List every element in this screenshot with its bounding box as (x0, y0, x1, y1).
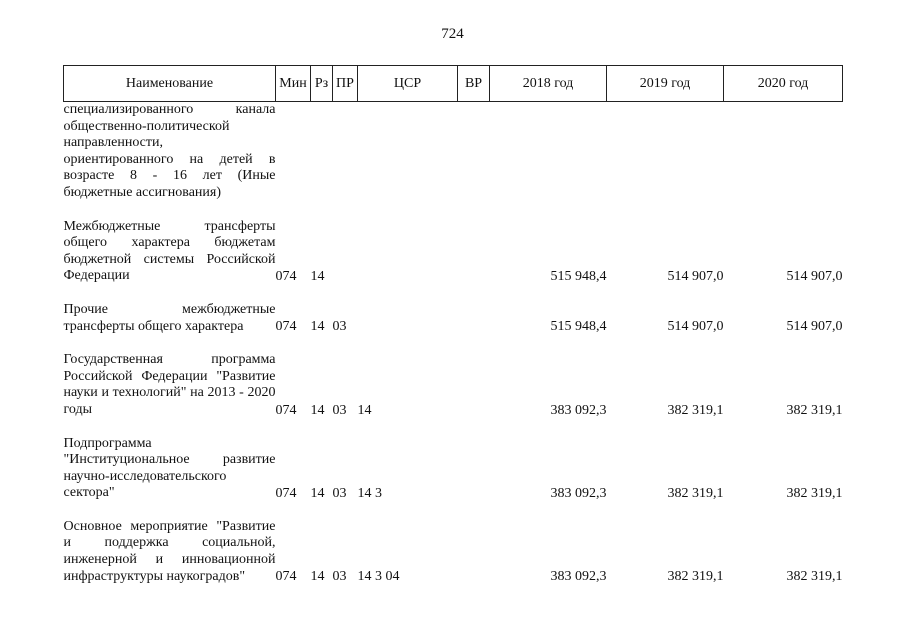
header-2018: 2018 год (490, 66, 607, 102)
row-2020: 382 319,1 (786, 569, 843, 585)
row-2018: 515 948,4 (550, 319, 607, 335)
row-2019: 382 319,1 (667, 569, 724, 585)
table-row (64, 202, 843, 285)
row-csr: 14 3 04 (357, 569, 400, 585)
table-row (64, 502, 843, 585)
header-pr: ПР (333, 66, 358, 102)
row-2018: 515 948,4 (550, 268, 607, 284)
header-min: Мин (276, 66, 311, 102)
row-vr (458, 202, 490, 285)
row-min: 074 (275, 319, 297, 335)
page-number: 724 (441, 26, 464, 42)
row-name: Основное мероприятие "Развитие и поддержка социальной, инженерной и инновационной инфраструктуры наукоградов" (63, 518, 276, 584)
row-csr: 14 (357, 402, 372, 418)
row-min (276, 102, 311, 202)
header-csr: ЦСР (358, 66, 458, 102)
row-rz: 14 (310, 485, 325, 501)
row-2019 (607, 102, 724, 202)
header-vr: ВР (458, 66, 490, 102)
row-csr (358, 202, 458, 285)
budget-table (63, 65, 843, 585)
row-vr (458, 335, 490, 418)
row-rz: 14 (310, 268, 325, 284)
row-rz: 14 (310, 319, 325, 335)
row-pr: 03 (332, 485, 347, 501)
row-min: 074 (275, 402, 297, 418)
row-vr (458, 502, 490, 585)
row-csr: 14 3 (357, 485, 382, 501)
row-vr (458, 419, 490, 502)
row-2020: 514 907,0 (786, 319, 843, 335)
table-row (64, 335, 843, 418)
table-row (64, 102, 843, 202)
table-row (64, 419, 843, 502)
row-vr (458, 285, 490, 335)
row-pr: 03 (332, 569, 347, 585)
row-2020: 382 319,1 (786, 402, 843, 418)
row-pr: 03 (332, 402, 347, 418)
row-name: Подпрограмма "Институциональное развитие научно-исследовательского сектора" (63, 435, 276, 501)
row-csr (358, 285, 458, 335)
row-rz: 14 (310, 402, 325, 418)
row-pr (333, 102, 358, 202)
header-rz: Рз (311, 66, 333, 102)
row-2018: 383 092,3 (550, 402, 607, 418)
header-2020: 2020 год (724, 66, 843, 102)
row-min: 074 (275, 569, 297, 585)
row-2018: 383 092,3 (550, 485, 607, 501)
header-2019: 2019 год (607, 66, 724, 102)
row-2019: 514 907,0 (667, 268, 724, 284)
row-2019: 382 319,1 (667, 402, 724, 418)
row-name: Прочие межбюджетные трансферты общего характера (63, 301, 276, 334)
row-2019: 382 319,1 (667, 485, 724, 501)
row-rz (311, 102, 333, 202)
row-vr (458, 102, 490, 202)
header-name: Наименование (64, 66, 276, 102)
row-min: 074 (275, 485, 297, 501)
row-name: Межбюджетные трансферты общего характера бюджетам бюджетной системы Российской Федерации (63, 218, 276, 284)
table-header-row (64, 66, 843, 102)
row-2019: 514 907,0 (667, 319, 724, 335)
row-csr (358, 102, 458, 202)
row-2018 (490, 102, 607, 202)
row-min: 074 (275, 268, 297, 284)
row-name: Государственная программа Российской Федерации "Развитие науки и технологий" на 2013 - 2020 годы (63, 352, 276, 417)
row-2020: 514 907,0 (786, 268, 843, 284)
row-2020 (724, 102, 843, 202)
row-2020: 382 319,1 (786, 485, 843, 501)
row-name: специализированного канала общественно-политической направленности, ориентированного на детей в возрасте 8 - 16 лет (Иные бюджетные ассигнования) (63, 102, 276, 200)
row-pr (333, 202, 358, 285)
row-rz: 14 (310, 569, 325, 585)
row-2018: 383 092,3 (550, 569, 607, 585)
row-pr: 03 (332, 319, 347, 335)
table-row (64, 285, 843, 335)
